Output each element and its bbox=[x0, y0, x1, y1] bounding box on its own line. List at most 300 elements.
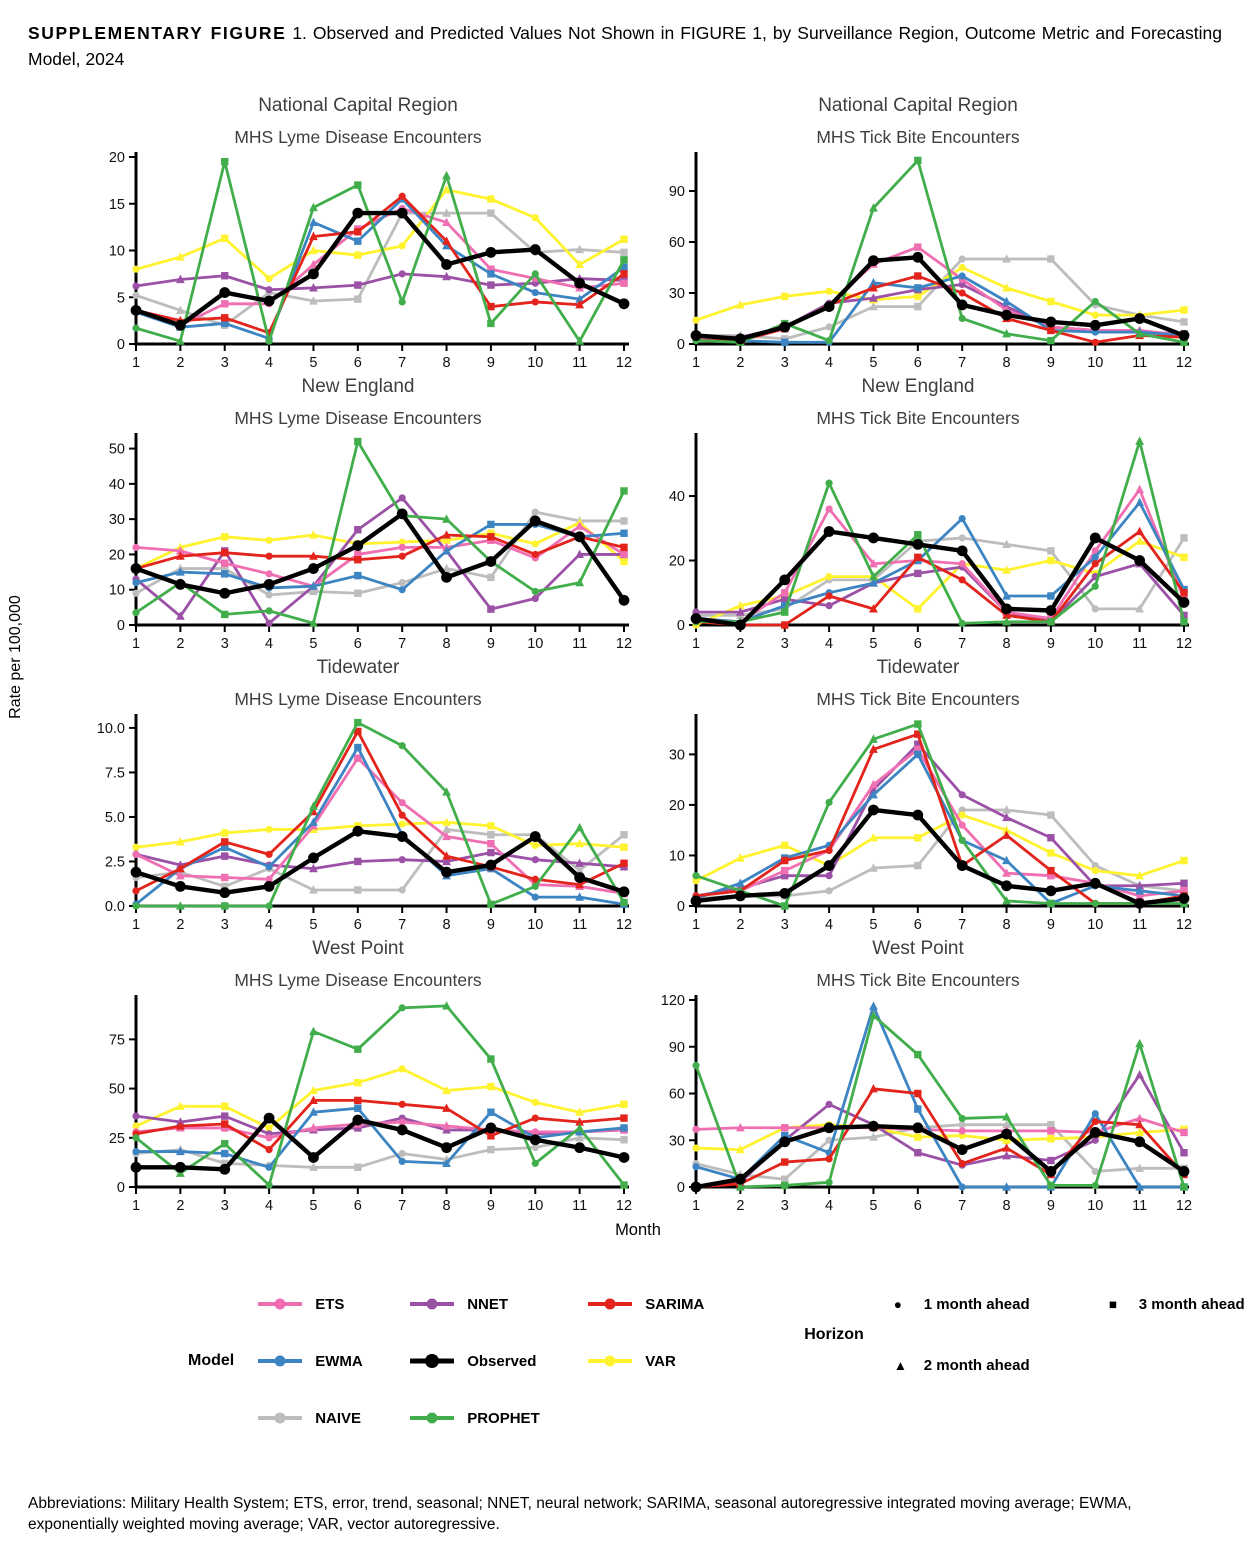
horizon-legend-grid bbox=[894, 1296, 1250, 1374]
legend-item-ewma bbox=[258, 1353, 410, 1370]
point-marker-square bbox=[354, 886, 361, 893]
point-marker-circle bbox=[912, 538, 923, 549]
point-marker-square bbox=[1180, 553, 1187, 560]
point-marker-circle bbox=[1001, 880, 1012, 891]
x-tick-label: 11 bbox=[572, 635, 588, 652]
circle-marker-icon: ● bbox=[893, 1296, 902, 1312]
point-marker-square bbox=[1047, 326, 1054, 333]
series-markers-SARIMA bbox=[132, 727, 627, 894]
point-marker-square bbox=[620, 256, 627, 263]
point-marker-square bbox=[354, 589, 361, 596]
point-marker-square bbox=[620, 248, 627, 255]
point-marker-circle bbox=[957, 299, 968, 310]
point-marker-circle bbox=[692, 1163, 699, 1170]
point-marker-square bbox=[487, 302, 494, 309]
point-marker-circle bbox=[1092, 297, 1099, 304]
point-marker-circle bbox=[532, 841, 539, 848]
x-tick-label: 5 bbox=[869, 916, 878, 933]
point-marker-circle bbox=[132, 282, 139, 289]
point-marker-circle bbox=[532, 882, 539, 889]
point-marker-circle bbox=[175, 579, 186, 590]
x-tick-label: 5 bbox=[869, 354, 878, 371]
chart-westpoint-lyme bbox=[78, 938, 638, 1219]
x-tick-label: 3 bbox=[220, 635, 229, 652]
point-marker-circle bbox=[132, 1112, 139, 1119]
point-marker-circle bbox=[868, 255, 879, 266]
point-marker-square bbox=[221, 829, 228, 836]
point-marker-square bbox=[914, 1105, 921, 1112]
series-markers-EWMA bbox=[692, 1001, 1187, 1190]
point-marker-circle bbox=[399, 820, 406, 827]
point-marker-circle bbox=[399, 298, 406, 305]
point-marker-square bbox=[914, 272, 921, 279]
legend-item-3-month-ahead bbox=[1109, 1296, 1250, 1313]
x-tick-label: 11 bbox=[1132, 916, 1148, 933]
point-marker-circle bbox=[825, 887, 832, 894]
series-line-PROPHET bbox=[136, 722, 624, 905]
x-tick-label: 3 bbox=[220, 1197, 229, 1214]
point-marker-circle bbox=[399, 856, 406, 863]
point-marker-circle bbox=[132, 579, 139, 586]
point-marker-square bbox=[620, 543, 627, 550]
x-tick-label: 3 bbox=[780, 916, 789, 933]
point-marker-square bbox=[620, 1136, 627, 1143]
point-marker-circle bbox=[912, 1122, 923, 1133]
y-tick-label: 40 bbox=[668, 488, 685, 505]
legend-item-naive bbox=[258, 1410, 410, 1427]
swatch-dot bbox=[275, 1299, 286, 1310]
point-marker-square bbox=[487, 1145, 494, 1152]
point-marker-circle bbox=[691, 1181, 702, 1192]
point-marker-square bbox=[221, 234, 228, 241]
point-marker-circle bbox=[825, 1155, 832, 1162]
point-marker-circle bbox=[486, 556, 497, 567]
x-tick-label: 9 bbox=[486, 916, 495, 933]
y-tick-label: 40 bbox=[108, 476, 125, 493]
point-marker-square bbox=[354, 1045, 361, 1052]
x-tick-label: 10 bbox=[1087, 1197, 1104, 1214]
point-marker-square bbox=[221, 157, 228, 164]
point-marker-circle bbox=[219, 1163, 230, 1174]
region-title: West Point bbox=[872, 937, 964, 959]
point-marker-circle bbox=[486, 859, 497, 870]
point-marker-square bbox=[354, 251, 361, 258]
point-marker-square bbox=[914, 1149, 921, 1156]
point-marker-triangle bbox=[1135, 1038, 1144, 1046]
y-tick-label: 60 bbox=[668, 234, 685, 251]
y-tick-label: 30 bbox=[668, 746, 685, 763]
point-marker-circle bbox=[265, 570, 272, 577]
point-marker-circle bbox=[1092, 1181, 1099, 1188]
y-tick-label: 60 bbox=[668, 1086, 685, 1102]
x-tick-label: 5 bbox=[309, 1197, 318, 1214]
y-tick-label: 5.0 bbox=[104, 809, 125, 826]
point-marker-triangle bbox=[869, 1001, 878, 1009]
point-marker-circle bbox=[959, 576, 966, 583]
point-marker-triangle bbox=[1135, 484, 1144, 492]
point-marker-circle bbox=[397, 207, 408, 218]
point-marker-triangle bbox=[1135, 436, 1144, 444]
point-marker-circle bbox=[264, 881, 275, 892]
point-marker-circle bbox=[265, 1134, 272, 1141]
swatch-dot bbox=[425, 1354, 439, 1368]
point-marker-circle bbox=[692, 316, 699, 323]
x-tick-label: 7 bbox=[398, 635, 407, 652]
point-marker-circle bbox=[399, 543, 406, 550]
figure-title-prefix: SUPPLEMENTARY FIGURE bbox=[28, 23, 287, 43]
point-marker-square bbox=[914, 1133, 921, 1140]
point-marker-circle bbox=[399, 242, 406, 249]
point-marker-circle bbox=[1090, 877, 1101, 888]
y-tick-label: 20 bbox=[668, 553, 685, 570]
x-tick-label: 9 bbox=[486, 635, 495, 652]
point-marker-square bbox=[354, 237, 361, 244]
point-marker-square bbox=[487, 848, 494, 855]
x-tick-label: 6 bbox=[353, 1197, 362, 1214]
point-marker-circle bbox=[132, 902, 139, 909]
point-marker-square bbox=[914, 302, 921, 309]
point-marker-circle bbox=[1092, 311, 1099, 318]
point-marker-square bbox=[1047, 297, 1054, 304]
point-marker-square bbox=[914, 284, 921, 291]
abbreviations-footnote: Abbreviations: Military Health System; ETS, error, trend, seasonal; NNET, neural network; SARIMA, seasonal autoregressive integrated moving average; EWMA, exponentially weighted moving average; VAR, vector autoregressive. bbox=[28, 1494, 1132, 1534]
metric-title: MHS Tick Bite Encounters bbox=[816, 126, 1020, 147]
legend-item-1-month-ahead bbox=[894, 1296, 1109, 1313]
region-title: New England bbox=[861, 375, 975, 397]
y-tick-label: 20 bbox=[108, 149, 125, 166]
point-marker-square bbox=[487, 1082, 494, 1089]
y-tick-label: 120 bbox=[660, 992, 685, 1009]
point-marker-triangle bbox=[442, 170, 451, 178]
y-tick-label: 0.0 bbox=[104, 898, 125, 915]
legend-item-ets bbox=[258, 1296, 410, 1313]
point-marker-square bbox=[354, 1078, 361, 1085]
point-marker-circle bbox=[175, 881, 186, 892]
line-chart-ncr-lyme bbox=[78, 149, 638, 374]
point-marker-circle bbox=[530, 1134, 541, 1145]
y-tick-label: 0 bbox=[116, 1179, 125, 1196]
point-marker-circle bbox=[175, 319, 186, 330]
point-marker-circle bbox=[1046, 316, 1057, 327]
point-marker-circle bbox=[265, 1146, 272, 1153]
point-marker-circle bbox=[399, 811, 406, 818]
point-marker-circle bbox=[441, 1142, 452, 1153]
point-marker-circle bbox=[399, 270, 406, 277]
point-marker-circle bbox=[574, 1142, 585, 1153]
x-tick-label: 4 bbox=[825, 354, 834, 371]
point-marker-circle bbox=[132, 291, 139, 298]
swatch-dot bbox=[427, 1413, 438, 1424]
point-marker-square bbox=[221, 314, 228, 321]
y-tick-label: 7.5 bbox=[104, 764, 125, 781]
point-marker-circle bbox=[824, 860, 835, 871]
point-marker-square bbox=[221, 902, 228, 909]
legend-item-prophet bbox=[410, 1410, 588, 1427]
point-marker-circle bbox=[692, 1144, 699, 1151]
point-marker-circle bbox=[959, 272, 966, 279]
point-marker-circle bbox=[912, 251, 923, 262]
x-tick-label: 1 bbox=[131, 354, 141, 371]
point-marker-circle bbox=[959, 255, 966, 262]
point-marker-square bbox=[781, 841, 788, 848]
point-marker-circle bbox=[825, 479, 832, 486]
point-marker-square bbox=[620, 1124, 627, 1131]
x-tick-label: 10 bbox=[1087, 635, 1104, 652]
point-marker-square bbox=[487, 281, 494, 288]
chart-ncr-lyme bbox=[78, 95, 638, 376]
point-marker-square bbox=[781, 608, 788, 615]
point-marker-square bbox=[1047, 1134, 1054, 1141]
point-marker-circle bbox=[959, 263, 966, 270]
point-marker-circle bbox=[532, 1114, 539, 1121]
point-marker-circle bbox=[1092, 899, 1099, 906]
point-marker-circle bbox=[265, 607, 272, 614]
y-tick-label: 30 bbox=[668, 285, 685, 302]
point-marker-circle bbox=[957, 1144, 968, 1155]
x-tick-label: 1 bbox=[691, 1197, 701, 1214]
point-marker-square bbox=[221, 548, 228, 555]
point-marker-circle bbox=[824, 301, 835, 312]
x-tick-label: 2 bbox=[176, 1197, 185, 1214]
point-marker-circle bbox=[399, 1157, 406, 1164]
point-marker-circle bbox=[825, 337, 832, 344]
point-marker-circle bbox=[959, 560, 966, 567]
point-marker-circle bbox=[1179, 330, 1190, 341]
chart-westpoint-tickbite bbox=[638, 938, 1198, 1219]
point-marker-triangle bbox=[1135, 526, 1144, 534]
x-tick-label: 8 bbox=[1002, 635, 1011, 652]
point-marker-square bbox=[781, 1158, 788, 1165]
x-tick-label: 1 bbox=[131, 1197, 141, 1214]
legend-item-label: 3 month ahead bbox=[1138, 1295, 1245, 1313]
point-marker-circle bbox=[265, 863, 272, 870]
point-marker-circle bbox=[619, 298, 630, 309]
point-marker-square bbox=[354, 1104, 361, 1111]
point-marker-square bbox=[781, 589, 788, 596]
point-marker-square bbox=[221, 873, 228, 880]
point-marker-square bbox=[354, 281, 361, 288]
line-chart-ncr-tickbite bbox=[638, 149, 1198, 374]
point-marker-circle bbox=[959, 791, 966, 798]
x-tick-label: 7 bbox=[398, 916, 407, 933]
point-marker-square bbox=[487, 573, 494, 580]
x-tick-label: 1 bbox=[131, 635, 141, 652]
point-marker-circle bbox=[1134, 1136, 1145, 1147]
point-marker-square bbox=[1047, 899, 1054, 906]
point-marker-circle bbox=[399, 1004, 406, 1011]
point-marker-circle bbox=[1046, 885, 1057, 896]
point-marker-circle bbox=[1092, 1117, 1099, 1124]
series-line-VAR bbox=[136, 189, 624, 278]
point-marker-circle bbox=[265, 825, 272, 832]
y-tick-label: 90 bbox=[668, 1039, 685, 1056]
chart-tidewater-lyme bbox=[78, 657, 638, 938]
point-marker-square bbox=[354, 857, 361, 864]
series-markers-PROPHET bbox=[692, 1010, 1187, 1190]
point-marker-circle bbox=[399, 192, 406, 199]
point-marker-circle bbox=[399, 742, 406, 749]
point-marker-square bbox=[914, 569, 921, 576]
model-legend bbox=[188, 1296, 748, 1427]
point-marker-square bbox=[487, 831, 494, 838]
point-marker-circle bbox=[959, 619, 966, 626]
point-marker-square bbox=[221, 559, 228, 566]
x-tick-label: 8 bbox=[442, 635, 451, 652]
point-marker-circle bbox=[1092, 582, 1099, 589]
point-marker-circle bbox=[265, 286, 272, 293]
point-marker-circle bbox=[399, 1149, 406, 1156]
x-tick-label: 12 bbox=[615, 1197, 633, 1214]
figure bbox=[7, 94, 1198, 1240]
x-tick-label: 12 bbox=[1175, 354, 1193, 371]
line-chart-tidewater-lyme bbox=[78, 711, 638, 936]
point-marker-circle bbox=[132, 850, 139, 857]
point-marker-square bbox=[781, 621, 788, 628]
point-marker-circle bbox=[912, 809, 923, 820]
point-marker-square bbox=[620, 517, 627, 524]
prophet-line-swatch-icon bbox=[410, 1410, 454, 1426]
point-marker-square bbox=[914, 1050, 921, 1057]
legend-item-label: SARIMA bbox=[645, 1295, 705, 1313]
point-marker-square bbox=[1180, 318, 1187, 325]
point-marker-square bbox=[1180, 589, 1187, 596]
point-marker-circle bbox=[175, 1161, 186, 1172]
point-marker-square bbox=[221, 1149, 228, 1156]
point-marker-circle bbox=[619, 886, 630, 897]
point-marker-circle bbox=[691, 613, 702, 624]
point-marker-triangle bbox=[1135, 1070, 1144, 1078]
x-tick-label: 11 bbox=[572, 1197, 588, 1214]
y-tick-label: 75 bbox=[108, 1031, 125, 1048]
y-tick-label: 0 bbox=[676, 336, 685, 353]
point-marker-square bbox=[914, 243, 921, 250]
x-tick-label: 12 bbox=[1175, 635, 1193, 652]
x-tick-label: 10 bbox=[527, 635, 544, 652]
x-tick-label: 7 bbox=[958, 354, 967, 371]
point-marker-circle bbox=[1092, 553, 1099, 560]
point-marker-square bbox=[620, 1100, 627, 1107]
point-marker-circle bbox=[532, 270, 539, 277]
swatch-dot bbox=[275, 1413, 286, 1424]
y-tick-label: 20 bbox=[668, 797, 685, 814]
series-markers-NAIVE bbox=[132, 208, 627, 329]
point-marker-square bbox=[487, 839, 494, 846]
legend-item-label: 2 month ahead bbox=[923, 1356, 1030, 1374]
point-marker-square bbox=[1047, 556, 1054, 563]
point-marker-circle bbox=[219, 887, 230, 898]
point-marker-square bbox=[1047, 592, 1054, 599]
point-marker-square bbox=[620, 235, 627, 242]
metric-title: MHS Lyme Disease Encounters bbox=[234, 126, 482, 147]
point-marker-circle bbox=[532, 214, 539, 221]
point-marker-circle bbox=[574, 531, 585, 542]
series-markers-EWMA bbox=[692, 750, 1187, 906]
swatch-dot bbox=[605, 1356, 616, 1367]
point-marker-circle bbox=[132, 265, 139, 272]
legend-item-label: ETS bbox=[315, 1295, 345, 1313]
y-tick-label: 0 bbox=[676, 898, 685, 915]
x-tick-label: 2 bbox=[736, 635, 745, 652]
point-marker-square bbox=[1047, 1181, 1054, 1188]
point-marker-circle bbox=[132, 324, 139, 331]
point-marker-circle bbox=[959, 1127, 966, 1134]
point-marker-circle bbox=[532, 1098, 539, 1105]
x-tick-label: 2 bbox=[176, 635, 185, 652]
x-tick-label: 6 bbox=[913, 1197, 922, 1214]
point-marker-circle bbox=[957, 545, 968, 556]
point-marker-square bbox=[1047, 849, 1054, 856]
nnet-line-swatch-icon bbox=[410, 1296, 454, 1312]
point-marker-circle bbox=[265, 850, 272, 857]
x-tick-label: 9 bbox=[486, 354, 495, 371]
series-line-Observed bbox=[696, 809, 1184, 903]
point-marker-circle bbox=[1092, 338, 1099, 345]
x-tick-label: 11 bbox=[1132, 1197, 1148, 1214]
point-marker-square bbox=[1047, 811, 1054, 818]
point-marker-square bbox=[620, 1114, 627, 1121]
y-tick-label: 10 bbox=[668, 847, 685, 864]
ewma-line-swatch-icon bbox=[258, 1353, 302, 1369]
point-marker-square bbox=[487, 195, 494, 202]
point-marker-square bbox=[1180, 879, 1187, 886]
point-marker-circle bbox=[959, 534, 966, 541]
point-marker-circle bbox=[619, 1152, 630, 1163]
line-chart-newengland-lyme bbox=[78, 430, 638, 655]
point-marker-circle bbox=[399, 579, 406, 586]
point-marker-circle bbox=[131, 563, 142, 574]
point-marker-square bbox=[487, 605, 494, 612]
x-tick-label: 8 bbox=[442, 916, 451, 933]
point-marker-circle bbox=[868, 1120, 879, 1131]
chart-tidewater-tickbite bbox=[638, 657, 1198, 938]
point-marker-square bbox=[221, 1139, 228, 1146]
point-marker-circle bbox=[779, 321, 790, 332]
x-tick-label: 4 bbox=[265, 916, 274, 933]
legend-item-label: Observed bbox=[467, 1352, 537, 1370]
point-marker-circle bbox=[532, 893, 539, 900]
y-tick-label: 30 bbox=[668, 1132, 685, 1149]
point-marker-circle bbox=[825, 1100, 832, 1107]
point-marker-circle bbox=[1090, 319, 1101, 330]
point-marker-square bbox=[221, 300, 228, 307]
point-marker-circle bbox=[264, 295, 275, 306]
region-title: National Capital Region bbox=[258, 94, 458, 116]
point-marker-square bbox=[487, 533, 494, 540]
point-marker-square bbox=[781, 292, 788, 299]
point-marker-circle bbox=[779, 1136, 790, 1147]
point-marker-square bbox=[1047, 866, 1054, 873]
point-marker-circle bbox=[399, 1100, 406, 1107]
line-chart-westpoint-lyme bbox=[78, 992, 638, 1217]
point-marker-square bbox=[781, 1181, 788, 1188]
y-tick-label: 10.0 bbox=[96, 720, 125, 737]
point-marker-circle bbox=[1134, 555, 1145, 566]
chart-newengland-lyme bbox=[78, 376, 638, 657]
point-marker-circle bbox=[1134, 898, 1145, 909]
charts-grid bbox=[78, 95, 1198, 1219]
series-line-ETS bbox=[696, 247, 1184, 341]
point-marker-circle bbox=[1092, 1110, 1099, 1117]
point-marker-circle bbox=[399, 1065, 406, 1072]
x-tick-label: 12 bbox=[615, 635, 633, 652]
x-tick-label: 11 bbox=[572, 354, 588, 371]
x-tick-label: 4 bbox=[265, 1197, 274, 1214]
x-tick-label: 2 bbox=[176, 916, 185, 933]
point-marker-circle bbox=[132, 589, 139, 596]
square-marker-icon: ■ bbox=[1108, 1296, 1117, 1312]
metric-title: MHS Lyme Disease Encounters bbox=[234, 407, 482, 428]
point-marker-circle bbox=[265, 902, 272, 909]
